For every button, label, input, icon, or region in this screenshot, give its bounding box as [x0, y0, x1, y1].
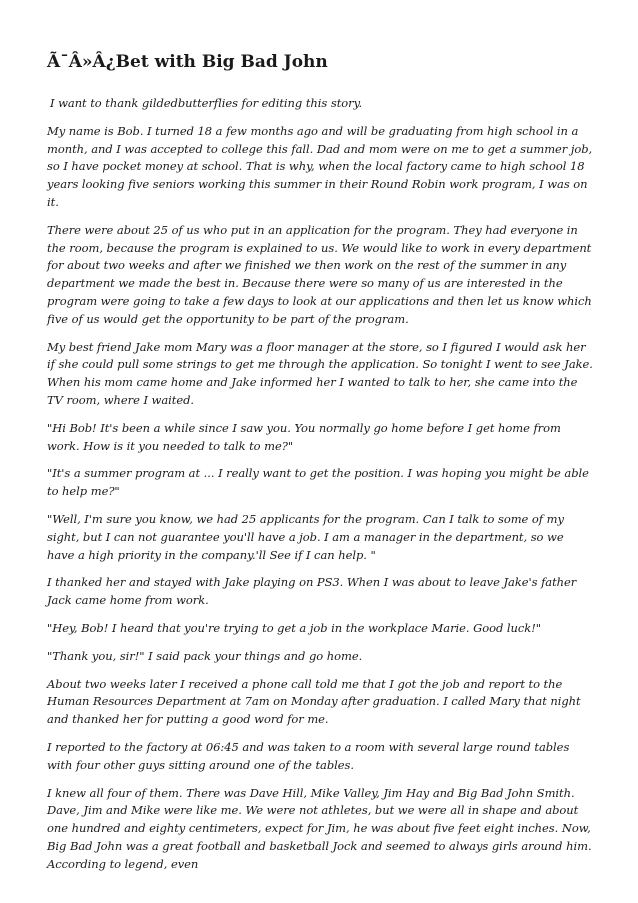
body-paragraph: About two weeks later I received a phone call told me that I got the job and report to the Human Resources Department at 7am on Monday after graduation. I called Mary that night and thanked her for putting a good word for me.: [47, 676, 581, 727]
acknowledgement-paragraph: I want to thank gildedbutterflies for editing this story.: [50, 96, 363, 110]
body-paragraph: I knew all four of them. There was Dave Hill, Mike Valley, Jim Hay and Big Bad John Smith. Dave, Jim and Mike were like me. We were not athletes, but we were all in shape and about one hundred and eighty centimeters, expect for Jim, he was about five feet eight inches. Now, Big Bad John was a great football and basketball Jock and seemed to always girls around him. According to legend, even: [47, 785, 592, 871]
body-paragraph: "Thank you, sir!" I said pack your things and go home.: [47, 648, 363, 663]
body-paragraph: "It's a summer program at ... I really want to get the position. I was hoping you might be able to help me?": [47, 466, 589, 499]
document-title: Ã¯Â»Â¿Bet with Big Bad John: [47, 52, 328, 72]
body-paragraph: "Well, I'm sure you know, we had 25 applicants for the program. Can I talk to some of my sight, but I can not guarantee you'll have a job. I am a manager in the department, so we have a high priority in the company.'ll See if I can help. ": [47, 511, 564, 562]
body-paragraph: My best friend Jake mom Mary was a floor manager at the store, so I figured I would ask her if she could pull some strings to get me through the application. So tonight I went to see Jake. When his mom came home and Jake informed her I wanted to talk to her, she came into the TV room, where I waited.: [47, 339, 593, 407]
body-paragraph: "Hi Bob! It's been a while since I saw you. You normally go home before I get home from work. How is it you needed to talk to me?": [47, 420, 561, 453]
body-paragraph: My name is Bob. I turned 18 a few months ago and will be graduating from high school in a month, and I was accepted to college this fall. Dad and mom were on me to get a summer job, so I have pocket money at school. That is why, when the local factory came to high school 18 years looking five seniors working this summer in their Round Robin work program, I was on it.: [47, 123, 593, 209]
body-paragraph: There were about 25 of us who put in an application for the program. They had everyone in the room, because the program is explained to us. We would like to work in every department for about two weeks and after we finished we then work on the rest of the summer in any department we made the best in. Because there were so many of us are interested in the program were going to take a few days to look at our applications and then let us know which five of us would get the opportunity to be part of the program.: [47, 222, 592, 326]
body-paragraph: I thanked her and stayed with Jake playing on PS3. When I was about to leave Jake's father Jack came home from work.: [47, 575, 577, 608]
body-paragraph: I reported to the factory at 06:45 and was taken to a room with several large round tables with four other guys sitting around one of the tables.: [47, 739, 570, 772]
body-paragraph: "Hey, Bob! I heard that you're trying to get a job in the workplace Marie. Good luck!": [47, 620, 542, 635]
